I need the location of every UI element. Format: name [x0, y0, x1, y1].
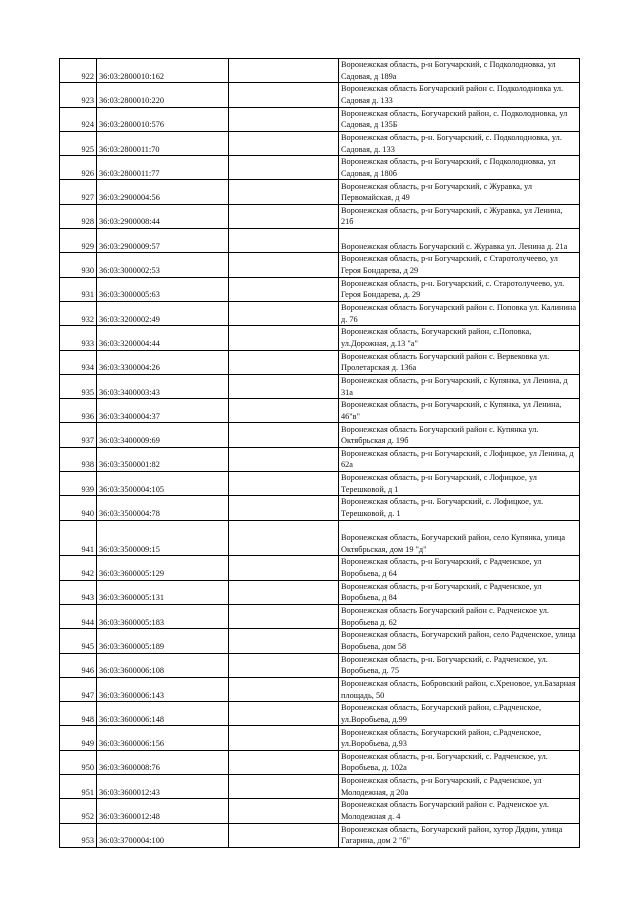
address-cell: Воронежская область, Богучарский район, с.Поповка, ул.Дорожная, д.13 "а"	[339, 326, 580, 350]
empty-cell	[229, 799, 339, 823]
cadastral-number-cell: 36:03:3600005:183	[97, 604, 229, 628]
cadastral-number-cell: 36:03:3600006:156	[97, 726, 229, 750]
address-cell: Воронежская область, р-н Богучарский, с Купянка, ул Ленина, д 31а	[339, 374, 580, 398]
empty-cell	[229, 180, 339, 204]
table-row	[60, 750, 580, 774]
table-row	[60, 677, 580, 701]
address-cell: Воронежская область, Богучарский район, с. Подколодновка, ул Садовая, д 135Б	[339, 107, 580, 131]
cadastral-number-cell: 36:03:2900004:56	[97, 180, 229, 204]
cadastral-number-cell: 36:03:3600006:108	[97, 653, 229, 677]
address-cell: Воронежская область, Бобровский район, с.Хреновое, ул.Базарная площадь, 50	[339, 677, 580, 701]
row-number-cell: 932	[60, 301, 97, 325]
table-row	[60, 374, 580, 398]
table-row	[60, 726, 580, 750]
cadastral-number-cell: 36:03:2800011:70	[97, 131, 229, 155]
address-cell: Воронежская область, р-н Богучарский, с Старотолучеево, ул Героя Бондарева, д 29	[339, 253, 580, 277]
table-row	[60, 472, 580, 496]
table-row	[60, 580, 580, 604]
address-cell: Воронежская область, р-н. Богучарский, с. Лофицкое, ул. Терешковой, д. 1	[339, 496, 580, 520]
row-number-cell: 943	[60, 580, 97, 604]
row-number-cell: 933	[60, 326, 97, 350]
row-number-cell: 922	[60, 59, 97, 83]
cadastral-number-cell: 36:03:3500004:78	[97, 496, 229, 520]
row-number-cell: 942	[60, 556, 97, 580]
empty-cell	[229, 204, 339, 228]
address-cell: Воронежская область, р-н. Богучарский, с. Подколодновка, ул. Садовая, д. 133	[339, 131, 580, 155]
empty-cell	[229, 653, 339, 677]
cadastral-number-cell: 36:03:3400009:69	[97, 423, 229, 447]
cadastral-number-cell: 36:03:3500009:15	[97, 520, 229, 556]
address-cell: Воронежская область, р-н. Богучарский, с. Радченское, ул. Воробьева, д. 102а	[339, 750, 580, 774]
empty-cell	[229, 823, 339, 847]
cadastral-number-cell: 36:03:3300004:26	[97, 350, 229, 374]
cadastral-number-cell: 36:03:3600005:189	[97, 629, 229, 653]
row-number-cell: 926	[60, 156, 97, 180]
address-cell: Воронежская область, Богучарский район, село Радченское, улица Воробьева, дом 58	[339, 629, 580, 653]
table-row	[60, 253, 580, 277]
cadastral-number-cell: 36:03:2800010:162	[97, 59, 229, 83]
table-row	[60, 447, 580, 471]
cadastral-number-cell: 36:03:2800010:220	[97, 83, 229, 107]
address-cell: Воронежская область Богучарский район с. Радченское ул. Молодежная д. 4	[339, 799, 580, 823]
row-number-cell: 929	[60, 229, 97, 253]
row-number-cell: 939	[60, 472, 97, 496]
cadastral-number-cell: 36:03:3600008:76	[97, 750, 229, 774]
row-number-cell: 935	[60, 374, 97, 398]
register-table-body	[60, 59, 580, 848]
empty-cell	[229, 277, 339, 301]
table-row	[60, 520, 580, 556]
empty-cell	[229, 131, 339, 155]
row-number-cell: 937	[60, 423, 97, 447]
cadastral-number-cell: 36:03:3500001:82	[97, 447, 229, 471]
address-cell: Воронежская область, р-н Богучарский, с Журавка, ул Ленина, 21б	[339, 204, 580, 228]
cadastral-number-cell: 36:03:2900009:57	[97, 229, 229, 253]
address-cell: Воронежская область, р-н. Богучарский, с. Радченское, ул. Воробьева, д. 75	[339, 653, 580, 677]
empty-cell	[229, 59, 339, 83]
row-number-cell: 934	[60, 350, 97, 374]
cadastral-number-cell: 36:03:3600005:129	[97, 556, 229, 580]
cadastral-number-cell: 36:03:3000002:53	[97, 253, 229, 277]
table-row	[60, 59, 580, 83]
table-row	[60, 496, 580, 520]
cadastral-number-cell: 36:03:2900008:44	[97, 204, 229, 228]
cadastral-number-cell: 36:03:3600012:43	[97, 775, 229, 799]
table-row	[60, 326, 580, 350]
table-row	[60, 629, 580, 653]
table-row	[60, 204, 580, 228]
cadastral-number-cell: 36:03:3400004:37	[97, 399, 229, 423]
cadastral-number-cell: 36:03:3700004:100	[97, 823, 229, 847]
empty-cell	[229, 496, 339, 520]
row-number-cell: 948	[60, 702, 97, 726]
row-number-cell: 931	[60, 277, 97, 301]
empty-cell	[229, 629, 339, 653]
cadastral-number-cell: 36:03:3600012:48	[97, 799, 229, 823]
row-number-cell: 945	[60, 629, 97, 653]
row-number-cell: 940	[60, 496, 97, 520]
address-cell: Воронежская область, р-н Богучарский, с Радченское, ул Воробьева, д 84	[339, 580, 580, 604]
row-number-cell: 952	[60, 799, 97, 823]
empty-cell	[229, 750, 339, 774]
row-number-cell: 944	[60, 604, 97, 628]
cadastral-number-cell: 36:03:3000005:63	[97, 277, 229, 301]
row-number-cell: 925	[60, 131, 97, 155]
address-cell: Воронежская область Богучарский с. Журавка ул. Ленина д. 21а	[339, 229, 580, 253]
address-cell: Воронежская область, Богучарский район, с.Радченское, ул.Воробьева, д.99	[339, 702, 580, 726]
empty-cell	[229, 702, 339, 726]
address-cell: Воронежская область Богучарский район с. Вервековка ул. Пролетарская д. 136а	[339, 350, 580, 374]
address-cell: Воронежская область, р-н Богучарский, с Журавка, ул Первомайская, д 49	[339, 180, 580, 204]
address-cell: Воронежская область, р-н Богучарский, с Радченское, ул Молодежная, д 20а	[339, 775, 580, 799]
empty-cell	[229, 423, 339, 447]
table-row	[60, 229, 580, 253]
empty-cell	[229, 677, 339, 701]
row-number-cell: 950	[60, 750, 97, 774]
row-number-cell: 953	[60, 823, 97, 847]
cadastral-number-cell: 36:03:3500004:105	[97, 472, 229, 496]
table-row	[60, 107, 580, 131]
row-number-cell: 949	[60, 726, 97, 750]
address-cell: Воронежская область, Богучарский район, хутор Дядин, улица Гагарина, дом 2 "б"	[339, 823, 580, 847]
table-row	[60, 799, 580, 823]
cadastral-number-cell: 36:03:3600005:131	[97, 580, 229, 604]
row-number-cell: 927	[60, 180, 97, 204]
empty-cell	[229, 350, 339, 374]
empty-cell	[229, 775, 339, 799]
address-cell: Воронежская область, р-н Богучарский, с Радченское, ул Воробьева, д 64	[339, 556, 580, 580]
empty-cell	[229, 472, 339, 496]
cadastral-number-cell: 36:03:3600006:148	[97, 702, 229, 726]
row-number-cell: 951	[60, 775, 97, 799]
empty-cell	[229, 156, 339, 180]
row-number-cell: 930	[60, 253, 97, 277]
empty-cell	[229, 399, 339, 423]
table-row	[60, 180, 580, 204]
row-number-cell: 946	[60, 653, 97, 677]
address-cell: Воронежская область, р-н Богучарский, с Лофицкое, ул Терешковой, д 1	[339, 472, 580, 496]
table-row	[60, 775, 580, 799]
empty-cell	[229, 604, 339, 628]
empty-cell	[229, 726, 339, 750]
cadastral-number-cell: 36:03:2800010:576	[97, 107, 229, 131]
table-row	[60, 556, 580, 580]
cadastral-number-cell: 36:03:3200002:49	[97, 301, 229, 325]
address-cell: Воронежская область, р-н Богучарский, с Купянка, ул Ленина, 46"в"	[339, 399, 580, 423]
table-row	[60, 823, 580, 847]
address-cell: Воронежская область, р-н. Богучарский, с. Старотолучеево, ул. Героя Бондарева, д. 29	[339, 277, 580, 301]
empty-cell	[229, 556, 339, 580]
cadastral-number-cell: 36:03:3400003:43	[97, 374, 229, 398]
address-cell: Воронежская область Богучарский район с. Купянка ул. Октябрьская д. 19б	[339, 423, 580, 447]
address-cell: Воронежская область, р-н Богучарский, с Подколодновка, ул Садовая, д 180б	[339, 156, 580, 180]
table-row	[60, 301, 580, 325]
row-number-cell: 938	[60, 447, 97, 471]
address-cell: Воронежская область Богучарский район с. Радченское ул. Воробьева д. 62	[339, 604, 580, 628]
empty-cell	[229, 374, 339, 398]
table-row	[60, 350, 580, 374]
table-row	[60, 399, 580, 423]
row-number-cell: 923	[60, 83, 97, 107]
empty-cell	[229, 301, 339, 325]
address-cell: Воронежская область Богучарский район с. Поповка ул. Калинина д. 76	[339, 301, 580, 325]
empty-cell	[229, 447, 339, 471]
row-number-cell: 947	[60, 677, 97, 701]
cadastral-number-cell: 36:03:3200004:44	[97, 326, 229, 350]
empty-cell	[229, 326, 339, 350]
row-number-cell: 928	[60, 204, 97, 228]
empty-cell	[229, 520, 339, 556]
address-cell: Воронежская область, Богучарский район, с.Радченское, ул.Воробьева, д.93	[339, 726, 580, 750]
cadastral-number-cell: 36:03:2800011:77	[97, 156, 229, 180]
row-number-cell: 924	[60, 107, 97, 131]
empty-cell	[229, 107, 339, 131]
table-row	[60, 702, 580, 726]
address-cell: Воронежская область, р-н Богучарский, с Подколодновка, ул Садовая, д 189а	[339, 59, 580, 83]
table-row	[60, 604, 580, 628]
table-row	[60, 131, 580, 155]
property-register-table	[59, 58, 580, 848]
table-row	[60, 277, 580, 301]
table-row	[60, 423, 580, 447]
cadastral-number-cell: 36:03:3600006:143	[97, 677, 229, 701]
row-number-cell: 936	[60, 399, 97, 423]
table-row	[60, 653, 580, 677]
row-number-cell: 941	[60, 520, 97, 556]
empty-cell	[229, 253, 339, 277]
table-row	[60, 83, 580, 107]
address-cell: Воронежская область, р-н Богучарский, с Лофицкое, ул Ленина, д 62а	[339, 447, 580, 471]
empty-cell	[229, 580, 339, 604]
empty-cell	[229, 229, 339, 253]
address-cell: Воронежская область, Богучарский район, село Купянка, улица Октябрьская, дом 19 "д"	[339, 520, 580, 556]
address-cell: Воронежская область Богучарский район с. Подколодновка ул. Садовая д. 133	[339, 83, 580, 107]
table-row	[60, 156, 580, 180]
empty-cell	[229, 83, 339, 107]
